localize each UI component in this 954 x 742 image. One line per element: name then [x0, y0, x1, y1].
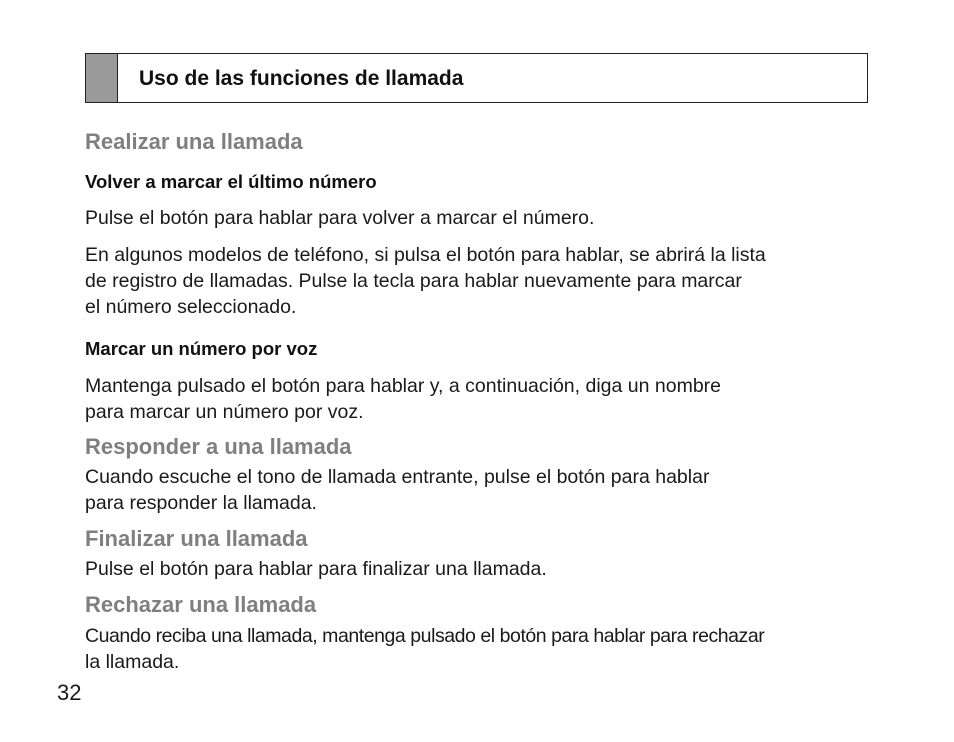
paragraph-line: para marcar un número por voz.	[85, 401, 364, 423]
paragraph-line: Cuando escuche el tono de llamada entrante, pulse el botón para hablar	[85, 466, 710, 488]
paragraph-line: Cuando reciba una llamada, mantenga pulsado el botón para hablar para rechazar	[85, 625, 765, 647]
paragraph-answer-call	[85, 464, 875, 516]
subtitle-redial: Volver a marcar el último número	[85, 171, 377, 192]
page-number: 32	[57, 680, 82, 705]
paragraph-voice-dial	[85, 373, 875, 425]
paragraph-reject-call	[85, 623, 875, 675]
header-title: Uso de las funciones de llamada	[139, 67, 464, 90]
paragraph-redial-2	[85, 242, 875, 320]
paragraph-line: de registro de llamadas. Pulse la tecla para hablar nuevamente para marcar	[85, 270, 742, 292]
paragraph-line: la llamada.	[85, 651, 180, 673]
section-title-make-call: Realizar una llamada	[85, 129, 303, 154]
paragraph-line: En algunos modelos de teléfono, si pulsa el botón para hablar, se abrirá la lista	[85, 244, 766, 266]
paragraph-line: para responder la llamada.	[85, 492, 317, 514]
header-tab-marker	[86, 54, 118, 102]
subtitle-voice-dial: Marcar un número por voz	[85, 338, 318, 359]
section-title-reject-call: Rechazar una llamada	[85, 592, 317, 617]
page-content	[85, 128, 875, 675]
section-header	[85, 53, 868, 103]
section-title-end-call: Finalizar una llamada	[85, 526, 308, 551]
paragraph-redial-1: Pulse el botón para hablar para volver a marcar el número.	[85, 207, 595, 229]
paragraph-line: el número seleccionado.	[85, 296, 297, 318]
paragraph-end-call: Pulse el botón para hablar para finalizar una llamada.	[85, 558, 547, 580]
paragraph-line: Mantenga pulsado el botón para hablar y, a continuación, diga un nombre	[85, 375, 721, 397]
section-title-answer-call: Responder a una llamada	[85, 434, 352, 459]
